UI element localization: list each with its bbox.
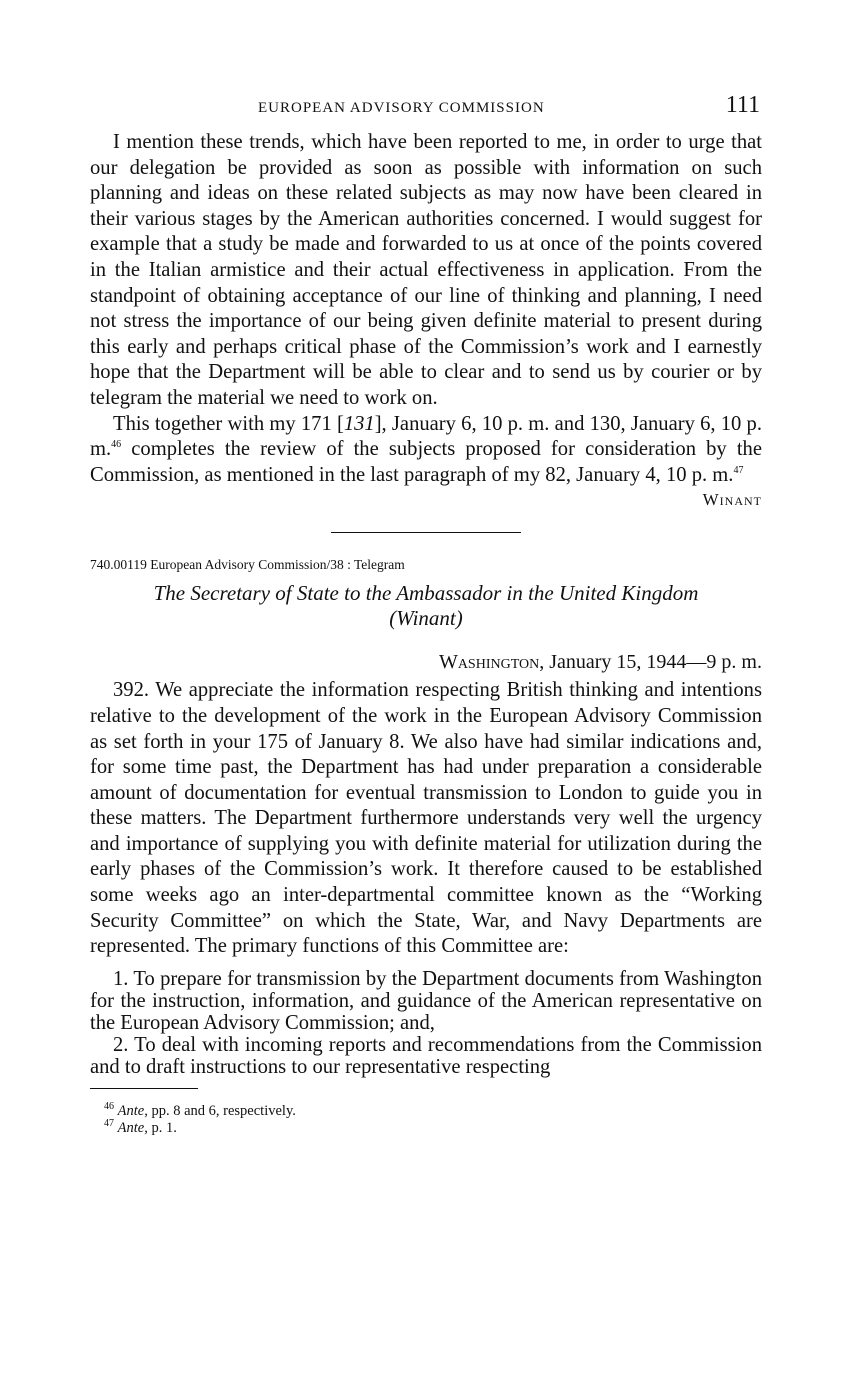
signature: Winant <box>702 490 762 510</box>
dateline-date: , January 15, 1944—9 p. m. <box>539 651 762 674</box>
document-title <box>90 581 762 631</box>
footnote-ref-47: 47 <box>733 464 744 476</box>
body-paragraph-2: This together with my 171 [131], January 6, 10 p. m. and 130, January 6, 10 p. m.$^{46}$ completes the review of the subjects proposed for consideration by the Commission, as mentioned in the last paragraph of my 82, January 4, 10 p. m.$^{47}$ <box>90 412 762 486</box>
page-header <box>90 90 762 130</box>
footnote-divider <box>90 1088 198 1089</box>
body-paragraph-1: I mention these trends, which have been reported to me, in order to urge that our delegation be provided as soon as possible with information on such planning and ideas on these related subjects as may now have been cleared in their various stages by the American authorities concerned. I would suggest for example that a study be made and forwarded to us at once of the points covered in the Italian armistice and their actual effectiveness in application. From the standpoint of obtaining acceptance of our line of thinking and planning, I need not stress the importance of our being given definite material to present during this early and perhaps critical phase of the Commission’s work and I earnestly hope that the Department will be able to clear and to send us by courier or by telegram the material we need to work on. <box>90 131 762 409</box>
functions-list <box>90 968 762 1078</box>
running-title: EUROPEAN ADVISORY COMMISSION <box>258 100 545 116</box>
telegram-reference: 131 <box>343 412 375 435</box>
file-reference: 740.00119 European Advisory Commission/38 : Telegram <box>90 557 405 573</box>
footnote-ref-46: 46 <box>111 439 122 451</box>
footnote-46: $^{46}$ Ante, pp. 8 and 6, respectively. <box>104 1101 296 1119</box>
telegram-paragraph-1: 392. We appreciate the information respecting British thinking and intentions relative to the development of the work in the European Advisory Commission as set forth in your 175 of January 8. We also have had similar indications and, for some time past, the Department has had under preparation a considerable amount of documentation for eventual transmission to London to guide you in these matters. The Department furthermore understands very well the urgency and importance of supplying you with definite material for utilization during the early phases of the Commission’s work. It therefore caused to be established some weeks ago an inter-departmental committee known as the “Working Security Committee” on which the State, War, and Navy Departments are represented. The primary functions of this Committee are: <box>90 679 762 958</box>
document-page <box>90 90 762 1137</box>
dateline <box>90 651 762 674</box>
footnote-47: $^{47}$ Ante, p. 1. <box>104 1118 177 1136</box>
document-title-line-1: The Secretary of State to the Ambassador in the United Kingdom <box>153 581 699 606</box>
document-title-line-2: (Winant) <box>389 606 463 631</box>
dateline-place: Washington <box>438 651 540 674</box>
section-divider <box>331 532 521 533</box>
list-item: 1. To prepare for transmission by the Department documents from Washington for the instruction, information, and guidance of the American representative on the European Advisory Commission; and, <box>90 967 762 1034</box>
page-number: 111 <box>725 92 760 118</box>
list-item: 2. To deal with incoming reports and recommendations from the Commission and to draft instructions to our representative respecting <box>90 1033 762 1078</box>
